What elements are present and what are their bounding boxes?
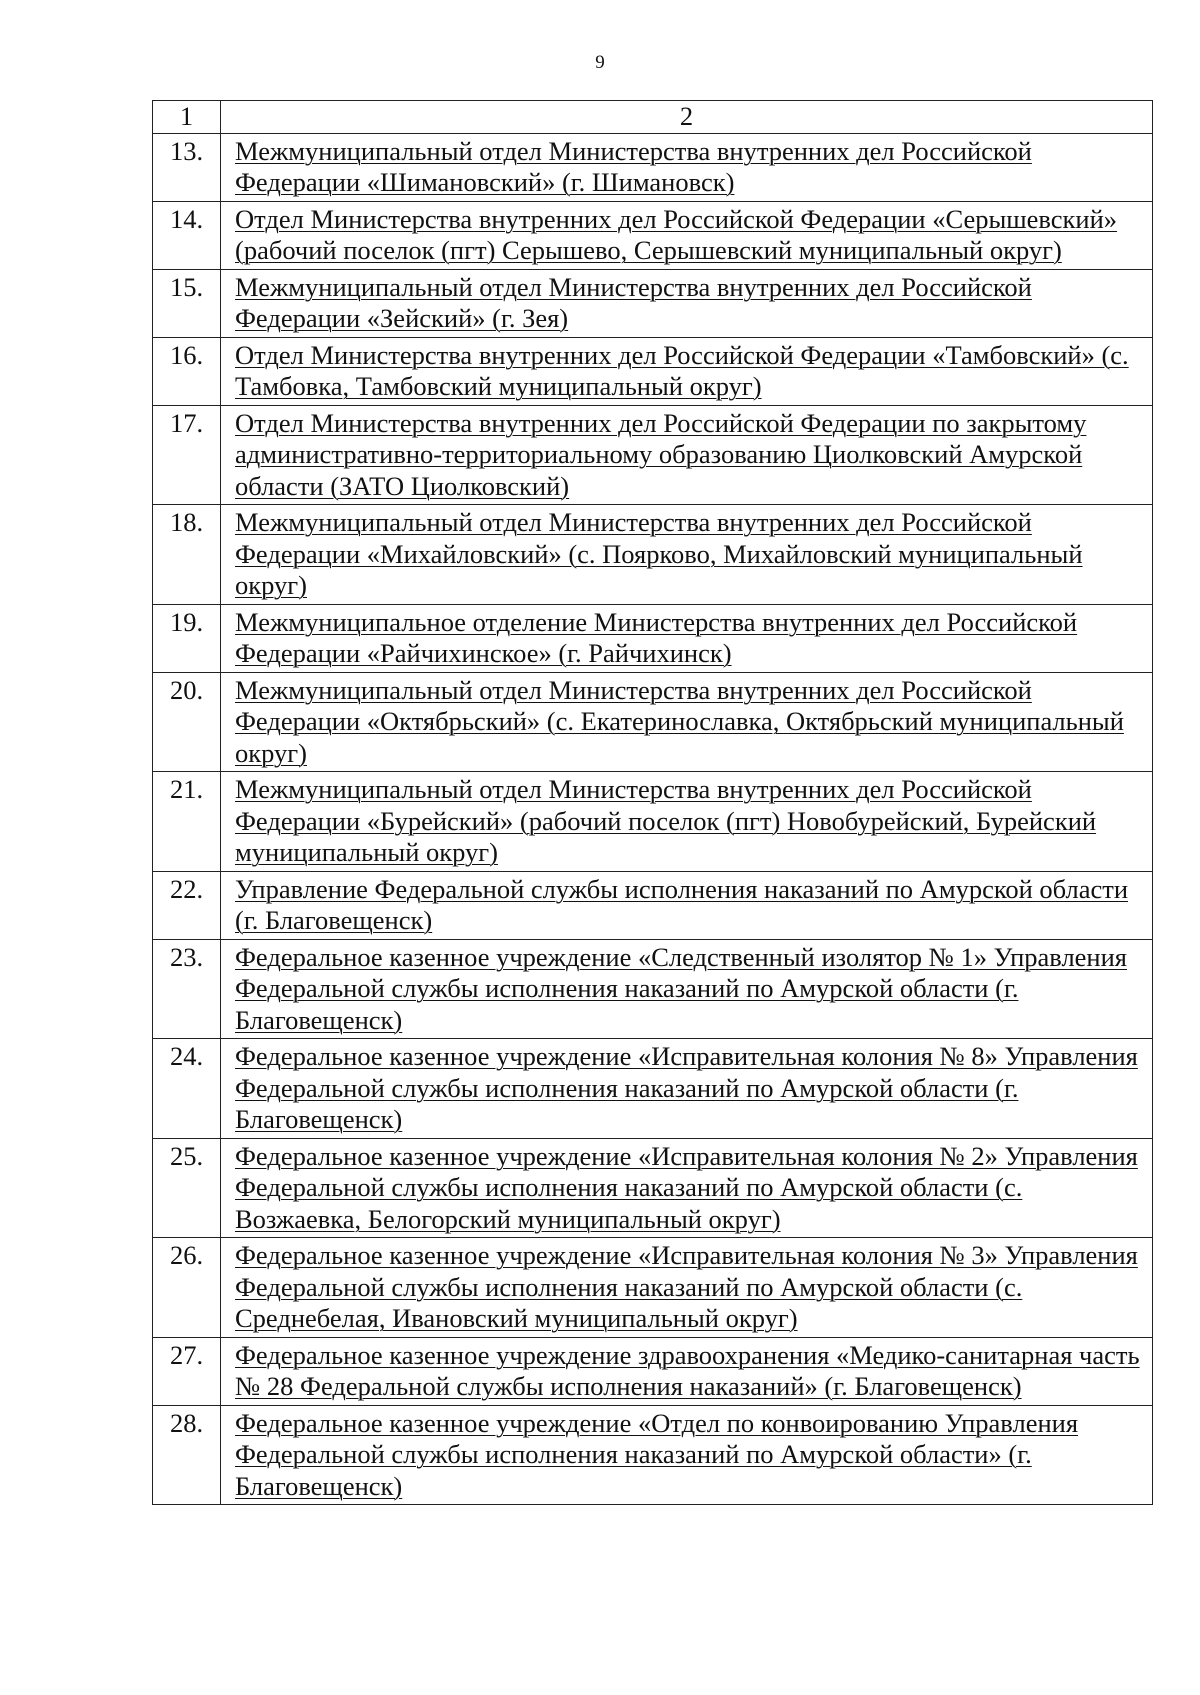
table-row: [153, 505, 1153, 605]
table-row: [153, 672, 1153, 772]
institution-name: Межмуниципальный отдел Министерства внутренних дел Российской Федерации «Шимановский» (г. Шимановск): [221, 133, 1153, 201]
institution-name: Межмуниципальный отдел Министерства внутренних дел Российской Федерации «Михайловский» (с. Поярково, Михайловский муниципальный округ): [221, 505, 1153, 605]
table-row: [153, 604, 1153, 672]
table-row: [153, 405, 1153, 505]
row-number: 27.: [153, 1337, 221, 1405]
column-header-number: 1: [153, 101, 221, 134]
row-number: 18.: [153, 505, 221, 605]
row-number: 20.: [153, 672, 221, 772]
table-row: [153, 1039, 1153, 1139]
row-number: 13.: [153, 133, 221, 201]
row-number: 26.: [153, 1238, 221, 1338]
row-number: 17.: [153, 405, 221, 505]
row-number: 16.: [153, 337, 221, 405]
table-row: [153, 1138, 1153, 1238]
row-number: 15.: [153, 269, 221, 337]
row-number: 25.: [153, 1138, 221, 1238]
row-number: 22.: [153, 871, 221, 939]
institution-name: Межмуниципальный отдел Министерства внутренних дел Российской Федерации «Октябрьский» (с. Екатеринославка, Октябрьский муниципальный округ): [221, 672, 1153, 772]
table-row: [153, 939, 1153, 1039]
institution-name: Межмуниципальный отдел Министерства внутренних дел Российской Федерации «Зейский» (г. Зея): [221, 269, 1153, 337]
row-number: 23.: [153, 939, 221, 1039]
row-number: 28.: [153, 1405, 221, 1505]
institution-name: Управление Федеральной службы исполнения наказаний по Амурской области (г. Благовещенск): [221, 871, 1153, 939]
institution-name: Федеральное казенное учреждение здравоохранения «Медико-санитарная часть № 28 Федеральной службы исполнения наказаний» (г. Благовещенск): [221, 1337, 1153, 1405]
institution-name: Федеральное казенное учреждение «Исправительная колония № 8» Управления Федеральной службы исполнения наказаний по Амурской области (г. Благовещенск): [221, 1039, 1153, 1139]
column-header-name: 2: [221, 101, 1153, 134]
institutions-table: [152, 100, 1153, 1505]
table-row: [153, 1238, 1153, 1338]
institution-name: Федеральное казенное учреждение «Следственный изолятор № 1» Управления Федеральной службы исполнения наказаний по Амурской области (г. Благовещенск): [221, 939, 1153, 1039]
row-number: 21.: [153, 772, 221, 872]
table-header-row: [153, 101, 1153, 134]
row-number: 24.: [153, 1039, 221, 1139]
table-row: [153, 337, 1153, 405]
table-row: [153, 871, 1153, 939]
institution-name: Отдел Министерства внутренних дел Российской Федерации «Серышевский» (рабочий поселок (пгт) Серышево, Серышевский муниципальный округ): [221, 201, 1153, 269]
table-row: [153, 201, 1153, 269]
institution-name: Отдел Министерства внутренних дел Российской Федерации «Тамбовский» (с. Тамбовка, Тамбовский муниципальный округ): [221, 337, 1153, 405]
row-number: 19.: [153, 604, 221, 672]
table-row: [153, 269, 1153, 337]
institution-name: Федеральное казенное учреждение «Исправительная колония № 3» Управления Федеральной службы исполнения наказаний по Амурской области (с. Среднебелая, Ивановский муниципальный округ): [221, 1238, 1153, 1338]
institution-name: Отдел Министерства внутренних дел Российской Федерации по закрытому административно-территориальному образованию Циолковский Амурской области (ЗАТО Циолковский): [221, 405, 1153, 505]
institution-name: Межмуниципальный отдел Министерства внутренних дел Российской Федерации «Бурейский» (рабочий поселок (пгт) Новобурейский, Бурейский муниципальный округ): [221, 772, 1153, 872]
page-number: 9: [595, 52, 605, 73]
institution-name: Межмуниципальное отделение Министерства внутренних дел Российской Федерации «Райчихинское» (г. Райчихинск): [221, 604, 1153, 672]
institution-name: Федеральное казенное учреждение «Исправительная колония № 2» Управления Федеральной службы исполнения наказаний по Амурской области (с. Возжаевка, Белогорский муниципальный округ): [221, 1138, 1153, 1238]
table-row: [153, 1405, 1153, 1505]
row-number: 14.: [153, 201, 221, 269]
table-row: [153, 1337, 1153, 1405]
institution-name: Федеральное казенное учреждение «Отдел по конвоированию Управления Федеральной службы исполнения наказаний по Амурской области» (г. Благовещенск): [221, 1405, 1153, 1505]
table-row: [153, 772, 1153, 872]
table-row: [153, 133, 1153, 201]
